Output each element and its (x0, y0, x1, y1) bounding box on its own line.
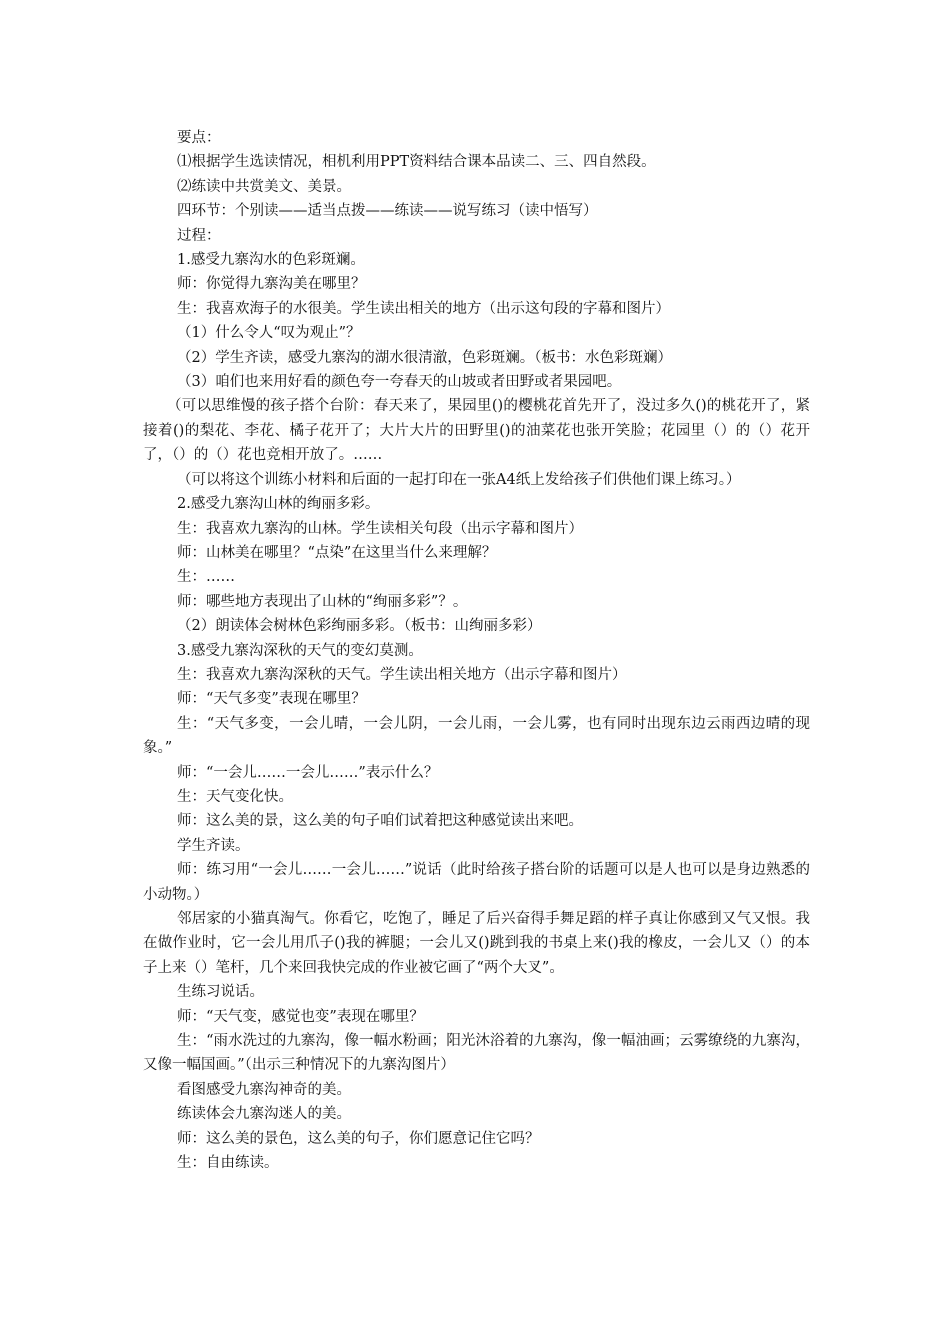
paragraph: 师：哪些地方表现出了山林的“绚丽多彩”？。 (177, 593, 468, 610)
paragraph: ⑴根据学生选读情况，相机利用PPT资料结合课本品读二、三、四自然段。 (177, 154, 656, 171)
paragraph: 学生齐读。 (177, 837, 250, 854)
paragraph: （可以将这个训练小材料和后面的一起打印在一张A4纸上发给孩子们供他们课上练习。） (177, 471, 741, 488)
paragraph: （2）朗读体会树林色彩绚丽多彩。（板书：山绚丽多彩） (177, 618, 542, 635)
paragraph: 生：自由练读。 (177, 1155, 279, 1172)
paragraph: 生：我喜欢九寨沟的山林。学生读相关句段（出示字幕和图片） (177, 520, 583, 537)
paragraph: （可以思维慢的孩子搭个台阶：春天来了，果园里()的樱桃花首先开了，没过多久()的桃花开了，紧接着()的梨花、李花、橘子花开了；大片大片的田野里()的油菜花也张开笑脸；花园里（）的（）花开了，（）的（）花也竞相开放了。…… (143, 398, 810, 464)
paragraph: 师：这么美的景色，这么美的句子，你们愿意记住它吗？ (177, 1130, 540, 1147)
paragraph: 四环节：个别读——适当点拨——练读——说写练习（读中悟写） (177, 203, 598, 220)
paragraph: （1）什么令人“叹为观止”？ (177, 325, 361, 342)
paragraph: 师：练习用“一会儿……一会儿……”说话（此时给孩子搭台阶的话题可以是人也可以是身边熟悉的小动物。） (143, 862, 810, 903)
paragraph: 生：…… (177, 569, 235, 586)
paragraph: （3）咱们也来用好看的颜色夸一夸春天的山坡或者田野或者果园吧。 (177, 374, 622, 391)
section-heading: 2.感受九寨沟山林的绚丽多彩。 (177, 496, 380, 513)
paragraph: 师：你觉得九寨沟美在哪里？ (177, 276, 366, 293)
paragraph: 邻居家的小猫真淘气。你看它，吃饱了，睡足了后兴奋得手舞足蹈的样子真让你感到又气又恨。我在做作业时，它一会儿用爪子()我的裤腿；一会儿又()跳到我的书桌上来()我的橡皮，一会儿又（）的本子上来（）笔杆，几个来回我快完成的作业被它画了“两个大叉”。 (143, 911, 810, 976)
paragraph: 生：天气变化快。 (177, 788, 293, 805)
paragraph: 师：“一会儿……一会儿……”表示什么？ (177, 764, 439, 781)
paragraph: 练读体会九寨沟迷人的美。 (177, 1106, 351, 1123)
paragraph: 生：我喜欢海子的水很美。学生读出相关的地方（出示这句段的字幕和图片） (177, 300, 670, 317)
paragraph: 师：这么美的景，这么美的句子咱们试着把这种感觉读出来吧。 (177, 813, 583, 830)
paragraph: ⑵练读中共赏美文、美景。 (177, 178, 351, 195)
paragraph: 师：山林美在哪里？“点染”在这里当什么来理解？ (177, 544, 497, 561)
section-heading: 1.感受九寨沟水的色彩斑斓。 (177, 252, 365, 269)
paragraph: 师：“天气变，感觉也变”表现在哪里？ (177, 1008, 424, 1025)
paragraph: 看图感受九寨沟神奇的美。 (177, 1081, 351, 1098)
document-body (143, 126, 810, 1175)
paragraph: 生：“雨水洗过的九寨沟，像一幅水粉画；阳光沐浴着的九寨沟，像一幅油画；云雾缭绕的九寨沟，又像一幅国画。”（出示三种情况下的九寨沟图片） (143, 1033, 810, 1074)
section-heading: 3.感受九寨沟深秋的天气的变幻莫测。 (177, 642, 423, 659)
paragraph: 师：“天气多变”表现在哪里？ (177, 691, 366, 708)
paragraph: （2）学生齐读，感受九寨沟的湖水很清澈，色彩斑斓。（板书：水色彩斑斓） (177, 349, 672, 366)
paragraph: 过程： (177, 227, 221, 244)
paragraph: 生练习说话。 (177, 984, 264, 1001)
paragraph: 生：我喜欢九寨沟深秋的天气。学生读出相关地方（出示字幕和图片） (177, 666, 627, 683)
paragraph-key-points: 要点： (177, 130, 221, 146)
paragraph: 生：“天气多变，一会儿晴，一会儿阴，一会儿雨，一会儿雾，也有同时出现东边云雨西边晴的现象。” (143, 715, 810, 757)
